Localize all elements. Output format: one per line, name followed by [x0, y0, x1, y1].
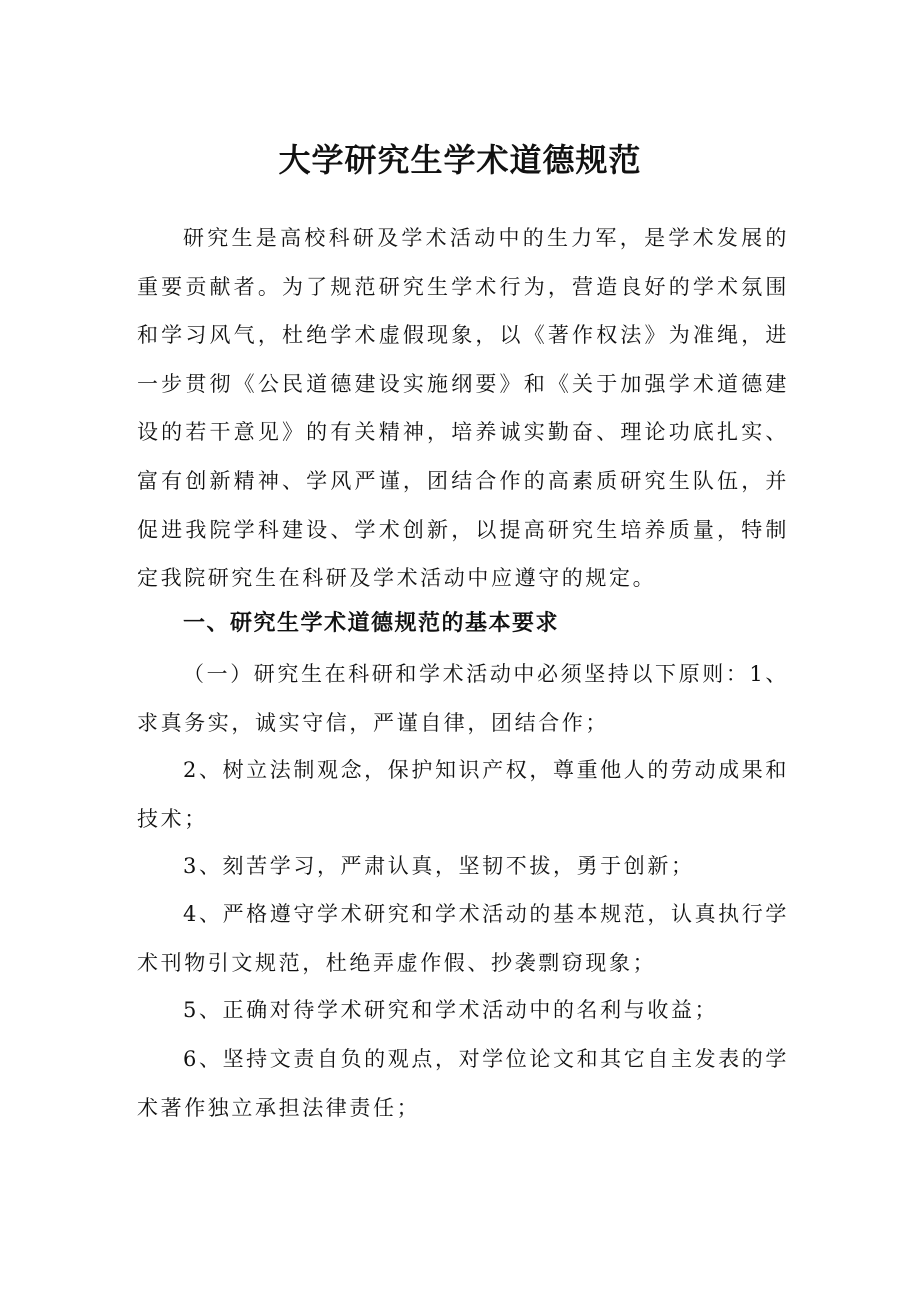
document-title: 大学研究生学术道德规范 [278, 141, 642, 179]
list-item: 5、正确对待学术研究和学术活动中的名利与收益； [183, 998, 719, 1022]
list-item: 4、严格遵守学术研究和学术活动的基本规范，认真执行学术刊物引文规范，杜绝弄虚作假、抄袭剽窃现象； [137, 902, 789, 975]
section-heading: 一、研究生学术道德规范的基本要求 [183, 611, 560, 636]
list-item: 2、树立法制观念，保护知识产权，尊重他人的劳动成果和技术； [137, 758, 789, 831]
list-item: 6、坚持文责自负的观点，对学位论文和其它自主发表的学术著作独立承担法律责任； [137, 1047, 789, 1120]
intro-paragraph: 研究生是高校科研及学术活动中的生力军，是学术发展的重要贡献者。为了规范研究生学术行为，营造良好的学术氛围和学习风气，杜绝学术虚假现象，以《著作权法》为准绳，进一步贯彻《公民道德建设实施纲要》和《关于加强学术道德建设的若干意见》的有关精神，培养诚实勤奋、理论功底扎实、富有创新精神、学风严谨，团结合作的高素质研究生队伍，并促进我院学科建设、学术创新，以提高研究生培养质量，特制定我院研究生在科研及学术活动中应遵守的规定。 [137, 226, 789, 591]
list-item: 3、刻苦学习，严肃认真，坚韧不拔，勇于创新； [183, 854, 695, 878]
subsection-paragraph: （一）研究生在科研和学术活动中必须坚持以下原则：1、求真务实，诚实守信，严谨自律，团结合作； [137, 662, 789, 735]
